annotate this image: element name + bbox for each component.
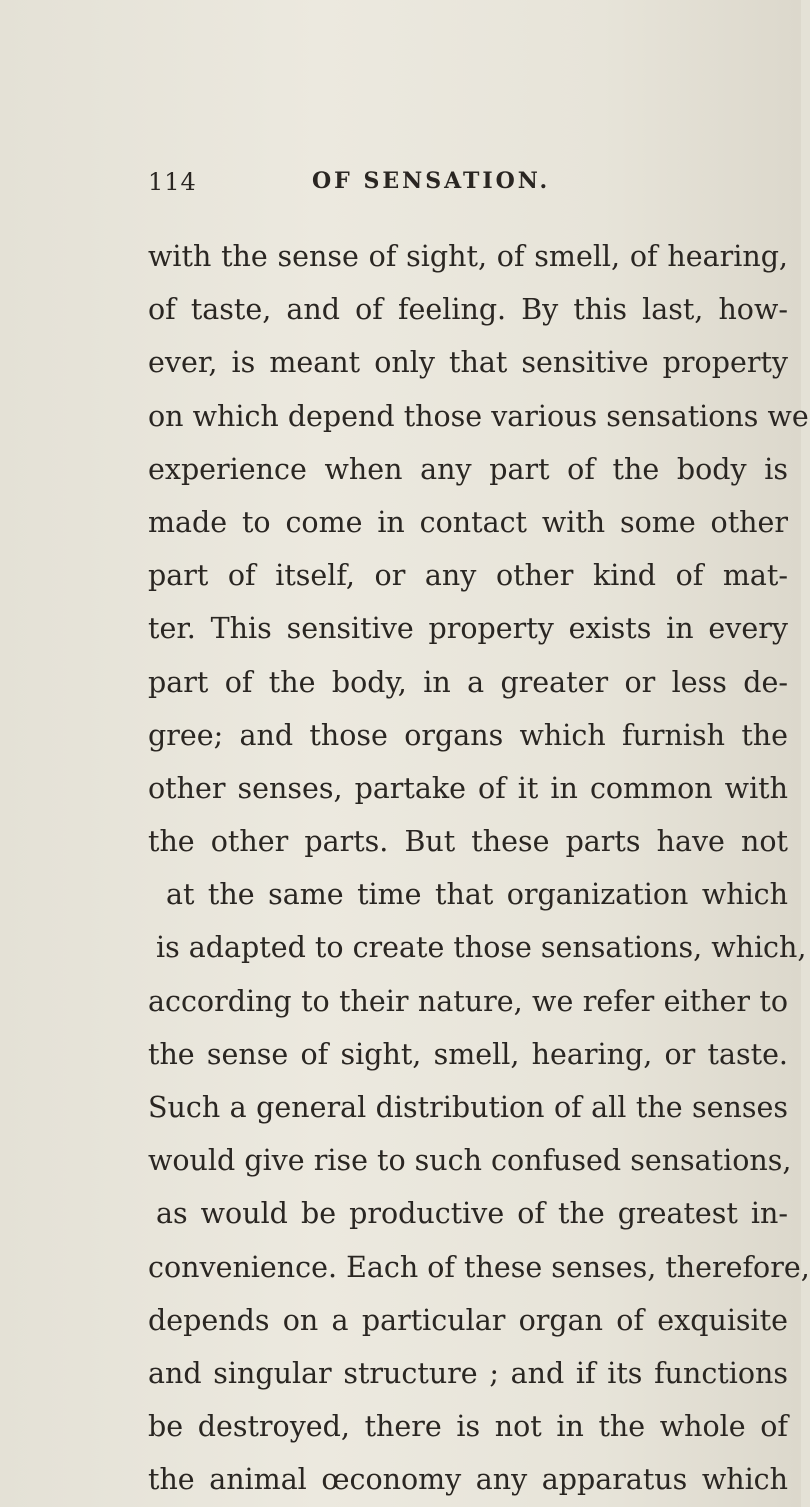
text-line: on which depend those various sensations we [148, 399, 809, 433]
page-header [148, 168, 708, 204]
page-number: 114 [148, 168, 197, 196]
body-text [148, 230, 810, 1507]
text-line: is adapted to create those sensations, which, [156, 931, 807, 965]
text-line: would give rise to such confused sensations, [148, 1144, 792, 1178]
text-line: other senses, partake of it in common with [148, 771, 788, 805]
running-title: OF SENSATION. [312, 168, 551, 194]
text-line: part of the body, in a greater or less de- [148, 665, 788, 699]
text-line: experience when any part of the body is [148, 452, 788, 486]
text-line: convenience. Each of these senses, therefore, [148, 1250, 810, 1284]
text-line: Such a general distribution of all the senses [148, 1091, 788, 1124]
text-line: be destroyed, there is not in the whole of [148, 1410, 788, 1444]
text-line: ever, is meant only that sensitive property [148, 346, 788, 380]
text-line: the animal œconomy any apparatus which [148, 1463, 788, 1497]
text-line: made to come in contact with some other [148, 505, 788, 539]
text-line: as would be productive of the greatest in- [156, 1197, 788, 1231]
text-line: according to their nature, we refer either to [148, 984, 788, 1018]
text-line: the sense of sight, smell, hearing, or taste. [148, 1037, 788, 1071]
text-line: ter. This sensitive property exists in every [148, 612, 788, 646]
text-line: part of itself, or any other kind of mat- [148, 559, 788, 593]
text-line: the other parts. But these parts have not [148, 825, 788, 859]
text-line: at the same time that organization which [166, 878, 788, 912]
text-line: of taste, and of feeling. By this last, how- [148, 293, 788, 327]
text-line: with the sense of sight, of smell, of hearing, [148, 240, 788, 273]
text-line: and singular structure ; and if its functions [148, 1356, 788, 1390]
text-line: gree; and those organs which furnish the [148, 718, 788, 752]
text-line: depends on a particular organ of exquisite [148, 1303, 788, 1337]
